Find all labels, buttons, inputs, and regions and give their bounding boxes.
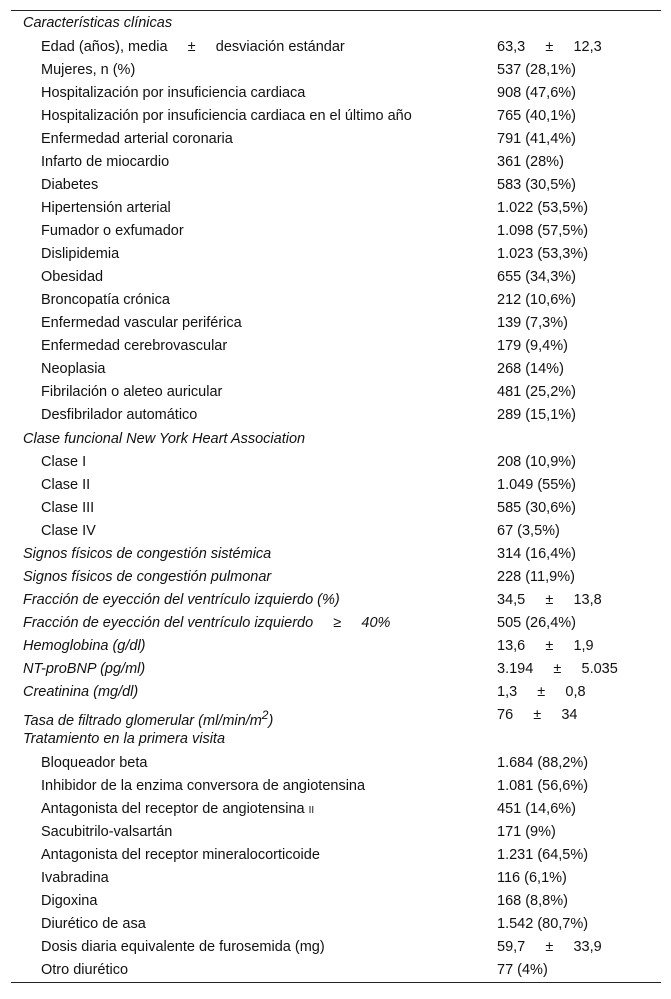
- row-value: 268 (14%): [497, 360, 564, 377]
- table-row: [11, 821, 661, 844]
- table-row: [11, 543, 661, 566]
- row-label: Ivabradina: [41, 869, 109, 886]
- section-header: [11, 11, 661, 36]
- row-label: Clase funcional New York Heart Association: [23, 430, 306, 447]
- row-label: Creatinina (mg/dl): [23, 684, 139, 700]
- row-label: Características clínicas: [23, 15, 173, 31]
- row-value: 212 (10,6%): [497, 291, 576, 308]
- table-row: [11, 243, 661, 266]
- row-value: 1.049 (55%): [497, 477, 576, 493]
- row-value: 585 (30,6%): [497, 500, 576, 516]
- row-label: Hospitalización por insuficiencia cardiaca en el último año: [41, 107, 412, 124]
- row-value: 59,7 ± 33,9: [497, 938, 602, 955]
- row-value: 765 (40,1%): [497, 107, 576, 124]
- table-row: [11, 312, 661, 335]
- table-row: [11, 197, 661, 220]
- table-row: [11, 658, 661, 681]
- row-label: Dosis diaria equivalente de furosemida (mg): [41, 938, 325, 955]
- row-label: Bloqueador beta: [41, 754, 148, 771]
- row-label: Neoplasia: [41, 360, 106, 377]
- table-row: [11, 451, 661, 474]
- row-value: 791 (41,4%): [497, 130, 576, 147]
- row-value: 168 (8,8%): [497, 892, 568, 909]
- row-label: Tratamiento en la primera visita: [23, 731, 226, 747]
- row-label: Fumador o exfumador: [41, 222, 184, 239]
- table-row: [11, 335, 661, 358]
- row-value: 451 (14,6%): [497, 800, 576, 817]
- row-label: Edad (años), media ± desviación estándar: [41, 38, 345, 55]
- table-row: [11, 220, 661, 243]
- table-row: [11, 82, 661, 105]
- table-row: [11, 913, 661, 936]
- row-value: 1.081 (56,6%): [497, 777, 589, 794]
- row-value: 67 (3,5%): [497, 523, 560, 539]
- row-label: Fibrilación o aleteo auricular: [41, 383, 223, 400]
- row-label: Dislipidemia: [41, 245, 120, 262]
- row-label: Enfermedad arterial coronaria: [41, 130, 233, 147]
- row-value: 63,3 ± 12,3: [497, 38, 602, 55]
- row-value: 361 (28%): [497, 153, 564, 170]
- table-row: [11, 289, 661, 312]
- roman-numeral: II: [308, 804, 315, 816]
- row-label: Hospitalización por insuficiencia cardiaca: [41, 84, 306, 101]
- row-label: Signos físicos de congestión sistémica: [23, 546, 272, 562]
- table-row: [11, 566, 661, 589]
- table-row: [11, 128, 661, 151]
- row-value: 1.098 (57,5%): [497, 222, 589, 239]
- row-label: Fracción de eyección del ventrículo izquierdo (%): [23, 592, 340, 608]
- table-row: [11, 752, 661, 775]
- row-value: 1.231 (64,5%): [497, 846, 589, 863]
- row-value: 1.022 (53,5%): [497, 199, 589, 216]
- row-value: 1.542 (80,7%): [497, 915, 589, 932]
- table-row: [11, 36, 661, 59]
- row-label: Diabetes: [41, 176, 99, 193]
- row-value: 77 (4%): [497, 961, 548, 978]
- row-value: 505 (26,4%): [497, 615, 576, 631]
- table-row: [11, 151, 661, 174]
- row-label: Mujeres, n (%): [41, 61, 136, 78]
- row-value: 179 (9,4%): [497, 337, 568, 354]
- table-row: [11, 174, 661, 197]
- row-value: 76 ± 34: [497, 707, 578, 723]
- table-row: [11, 381, 661, 404]
- row-label: Clase III: [41, 500, 95, 516]
- row-value: 139 (7,3%): [497, 314, 568, 331]
- superscript: 2: [261, 708, 269, 722]
- row-label: Enfermedad cerebrovascular: [41, 337, 228, 354]
- row-value: 208 (10,9%): [497, 454, 576, 470]
- row-value: 537 (28,1%): [497, 61, 576, 78]
- row-value: 228 (11,9%): [497, 569, 575, 585]
- table-row: [11, 612, 661, 635]
- table-row: [11, 959, 661, 982]
- row-label: Diurético de asa: [41, 915, 146, 932]
- row-label: Sacubitrilo-valsartán: [41, 823, 173, 840]
- row-value: 655 (34,3%): [497, 268, 576, 285]
- row-label: Signos físicos de congestión pulmonar: [23, 569, 272, 585]
- row-value: 171 (9%): [497, 823, 556, 840]
- row-label: NT-proBNP (pg/ml): [23, 661, 146, 677]
- row-label: Digoxina: [41, 892, 98, 909]
- table-row: [11, 775, 661, 798]
- row-label: Inhibidor de la enzima conversora de angiotensina: [41, 777, 366, 794]
- row-label: Enfermedad vascular periférica: [41, 314, 242, 331]
- row-label: Obesidad: [41, 268, 104, 285]
- row-value: 13,6 ± 1,9: [497, 638, 594, 654]
- row-label: Antagonista del receptor de angiotensina II: [41, 800, 315, 817]
- row-value: 1.684 (88,2%): [497, 754, 589, 771]
- row-value: 908 (47,6%): [497, 84, 576, 101]
- row-label: Clase I: [41, 454, 87, 470]
- row-label: Hemoglobina (g/dl): [23, 638, 146, 654]
- row-value: 583 (30,5%): [497, 176, 576, 193]
- table-row: [11, 635, 661, 658]
- table-row: [11, 59, 661, 82]
- row-label: Hipertensión arterial: [41, 199, 171, 216]
- table-row: [11, 704, 661, 727]
- row-value: 481 (25,2%): [497, 383, 576, 400]
- table-row: [11, 936, 661, 959]
- row-label: Broncopatía crónica: [41, 291, 170, 308]
- row-label: Clase IV: [41, 523, 96, 539]
- row-value: 1.023 (53,3%): [497, 245, 589, 262]
- table-row: [11, 474, 661, 497]
- row-value: 116 (6,1%): [497, 869, 567, 886]
- table-row: [11, 105, 661, 128]
- table-row: [11, 404, 661, 427]
- row-value: 34,5 ± 13,8: [497, 592, 602, 608]
- row-value: 314 (16,4%): [497, 546, 576, 562]
- table-row: [11, 844, 661, 867]
- section-header: [11, 427, 661, 452]
- row-label: Otro diurético: [41, 961, 129, 978]
- table-row: [11, 497, 661, 520]
- table-row: [11, 266, 661, 289]
- row-value: 3.194 ± 5.035: [497, 661, 618, 677]
- table-row: [11, 589, 661, 612]
- row-label: Fracción de eyección del ventrículo izquierdo ≥ 40%: [23, 615, 391, 631]
- row-value: 289 (15,1%): [497, 406, 576, 423]
- row-label: Antagonista del receptor mineralocorticoide: [41, 846, 320, 863]
- row-label: Clase II: [41, 477, 91, 493]
- table-row: [11, 358, 661, 381]
- row-value: 1,3 ± 0,8: [497, 684, 586, 700]
- row-label: Infarto de miocardio: [41, 153, 170, 170]
- table-row: [11, 890, 661, 913]
- section-header: [11, 727, 661, 752]
- table-row: [11, 798, 661, 821]
- row-label: Tasa de filtrado glomerular $(ml/\min/m^2)$: [23, 708, 274, 729]
- table-row: [11, 520, 661, 543]
- row-label: Desfibrilador automático: [41, 406, 198, 423]
- clinical-characteristics-table: [11, 10, 661, 983]
- table-row: [11, 681, 661, 704]
- table-row: [11, 867, 661, 890]
